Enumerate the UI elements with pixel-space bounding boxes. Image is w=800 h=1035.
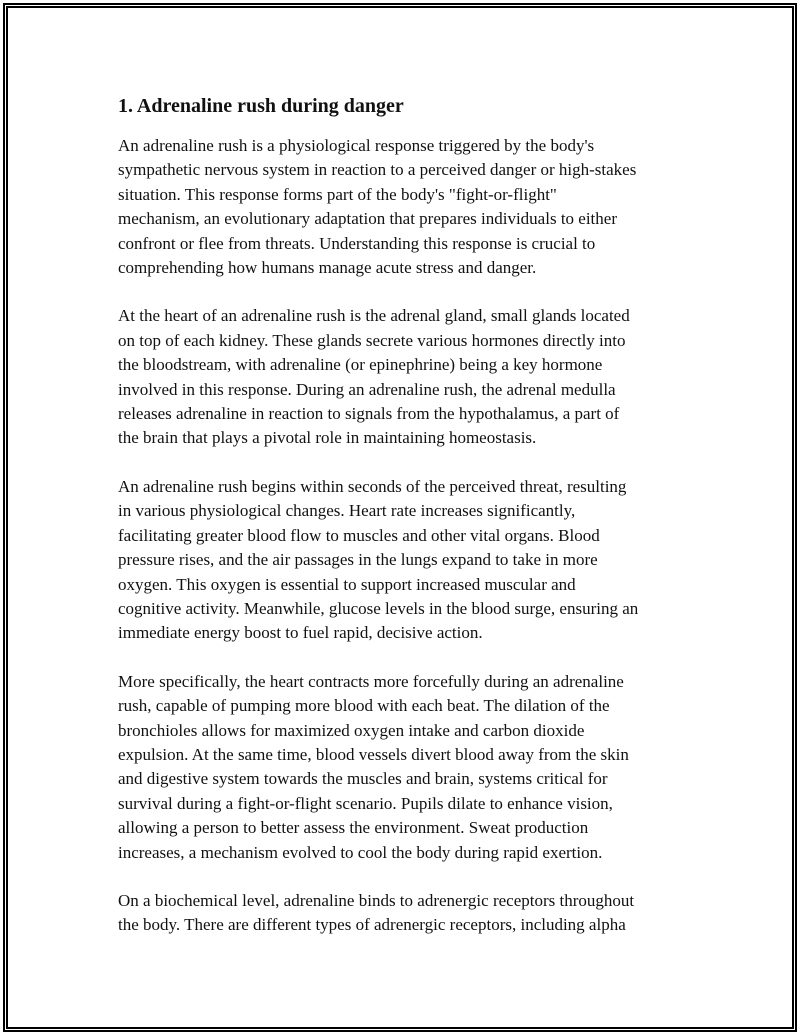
text-line: immediate energy boost to fuel rapid, decisive action. (118, 623, 483, 643)
text-line: An adrenaline rush is a physiological response triggered by the body's (118, 136, 595, 155)
text-line: An adrenaline rush begins within seconds of the perceived threat, resulting (118, 476, 627, 496)
text-line: the bloodstream, with adrenaline (or epinephrine) being a key hormone (118, 355, 603, 375)
text-line: involved in this response. During an adrenaline rush, the adrenal medulla (118, 379, 616, 399)
text-line: On a biochemical level, adrenaline binds to adrenergic receptors throughout (118, 890, 635, 910)
paragraph-4 (118, 670, 688, 865)
text-line: increases, a mechanism evolved to cool the body during rapid exertion. (118, 842, 603, 862)
text-line: expulsion. At the same time, blood vessels divert blood away from the skin (118, 744, 629, 764)
text-line: on top of each kidney. These glands secrete various hormones directly into (118, 330, 626, 350)
text-line: oxygen. This oxygen is essential to support increased muscular and (118, 574, 576, 594)
text-line: facilitating greater blood flow to muscles and other vital organs. Blood (118, 525, 600, 545)
text-line: At the heart of an adrenaline rush is the adrenal gland, small glands located (118, 306, 630, 326)
document-body (118, 92, 688, 962)
text-line: the brain that plays a pivotal role in maintaining homeostasis. (118, 428, 537, 448)
text-line: bronchioles allows for maximized oxygen intake and carbon dioxide (118, 720, 585, 740)
section-heading: 1. Adrenaline rush during danger (118, 95, 404, 117)
text-line: survival during a fight-or-flight scenario. Pupils dilate to enhance vision, (118, 793, 613, 813)
text-line: releases adrenaline in reaction to signals from the hypothalamus, a part of (118, 404, 620, 424)
text-line: the body. There are different types of adrenergic receptors, including alpha (118, 915, 626, 935)
text-line: confront or flee from threats. Understanding this response is crucial to (118, 233, 596, 253)
text-line: mechanism, an evolutionary adaptation that prepares individuals to either (118, 209, 617, 229)
text-line: sympathetic nervous system in reaction to a perceived danger or high-stakes (118, 160, 637, 180)
paragraph-2 (118, 304, 688, 450)
text-line: situation. This response forms part of the body's "fight-or-flight" (118, 184, 557, 204)
text-line: and digestive system towards the muscles and brain, systems critical for (118, 769, 608, 789)
text-line: allowing a person to better assess the environment. Sweat production (118, 818, 589, 838)
text-line: cognitive activity. Meanwhile, glucose levels in the blood surge, ensuring an (118, 598, 639, 618)
text-line: in various physiological changes. Heart rate increases significantly, (118, 501, 576, 521)
paragraph-1 (118, 134, 688, 280)
text-line: More specifically, the heart contracts more forcefully during an adrenaline (118, 671, 624, 691)
text-line: rush, capable of pumping more blood with each beat. The dilation of the (118, 696, 610, 716)
paragraph-5 (118, 889, 688, 938)
text-line: comprehending how humans manage acute stress and danger. (118, 258, 537, 278)
paragraph-3 (118, 475, 688, 646)
text-line: pressure rises, and the air passages in the lungs expand to take in more (118, 550, 598, 570)
